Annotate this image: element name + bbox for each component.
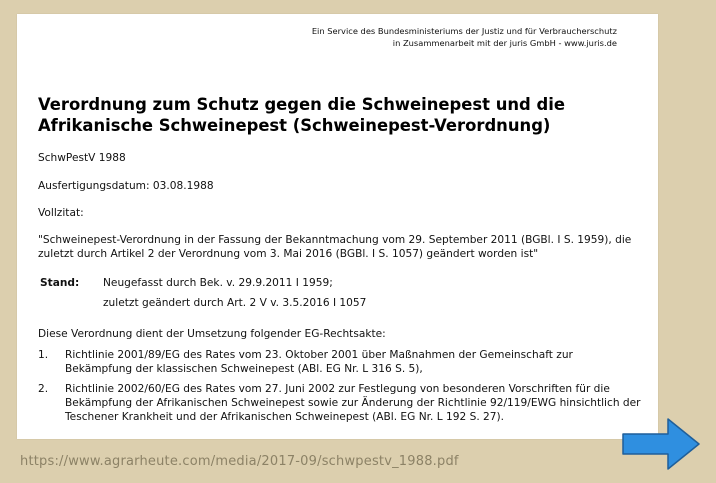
- abbreviation: SchwPestV 1988: [38, 152, 126, 164]
- service-line-2: in Zusammenarbeit mit der juris GmbH - www.juris.de: [392, 38, 617, 48]
- source-url: https://www.agrarheute.com/media/2017-09/schwpestv_1988.pdf: [20, 454, 459, 469]
- directive-list: [38, 348, 643, 430]
- next-button[interactable]: [621, 417, 701, 471]
- intro-text: Diese Verordnung dient der Umsetzung folgender EG-Rechtsakte:: [38, 328, 386, 340]
- list-item-text: Richtlinie 2002/60/EG des Rates vom 27. Juni 2002 zur Festlegung von besonderen Vorschriften für die Bekämpfung der Afrikanischen Schweinepest sowie zur Änderung der Richtlinie 92/119/EWG hinsichtlich der Teschener Krankheit und der Afrikanischen Schweinepest (ABl. EG Nr. L 192 S. 27).: [65, 383, 641, 423]
- arrow-right-icon: [621, 417, 701, 471]
- service-note: [312, 25, 617, 49]
- list-item: [38, 348, 643, 376]
- list-item-number: 2.: [38, 383, 49, 395]
- list-item: [38, 382, 643, 424]
- list-item-number: 1.: [38, 349, 49, 361]
- citation-label: Vollzitat:: [38, 207, 84, 219]
- list-item-text: Richtlinie 2001/89/EG des Rates vom 23. Oktober 2001 über Maßnahmen der Gemeinschaft zur Bekämpfung der klassischen Schweinepest (ABl. EG Nr. L 316 S. 5),: [65, 349, 573, 375]
- citation-line-1: "Schweinepest-Verordnung in der Fassung der Bekanntmachung vom 29. September 2011 (BGBl. I S. 1959), die: [38, 234, 632, 246]
- service-line-1: Ein Service des Bundesministeriums der Justiz und für Verbraucherschutz: [311, 26, 617, 36]
- stand-line-2: zuletzt geändert durch Art. 2 V v. 3.5.2016 I 1057: [103, 297, 367, 309]
- stand-label: Stand:: [40, 277, 80, 289]
- document-page: [17, 14, 658, 439]
- document-title: Verordnung zum Schutz gegen die Schweinepest und die Afrikanische Schweinepest (Schweinepest-Verordnung): [38, 95, 565, 135]
- issue-date: Ausfertigungsdatum: 03.08.1988: [38, 180, 214, 192]
- stand-line-1: Neugefasst durch Bek. v. 29.9.2011 I 1959;: [103, 277, 333, 289]
- citation-line-2: zuletzt durch Artikel 2 der Verordnung vom 3. Mai 2016 (BGBl. I S. 1057) geändert worden ist": [38, 248, 539, 260]
